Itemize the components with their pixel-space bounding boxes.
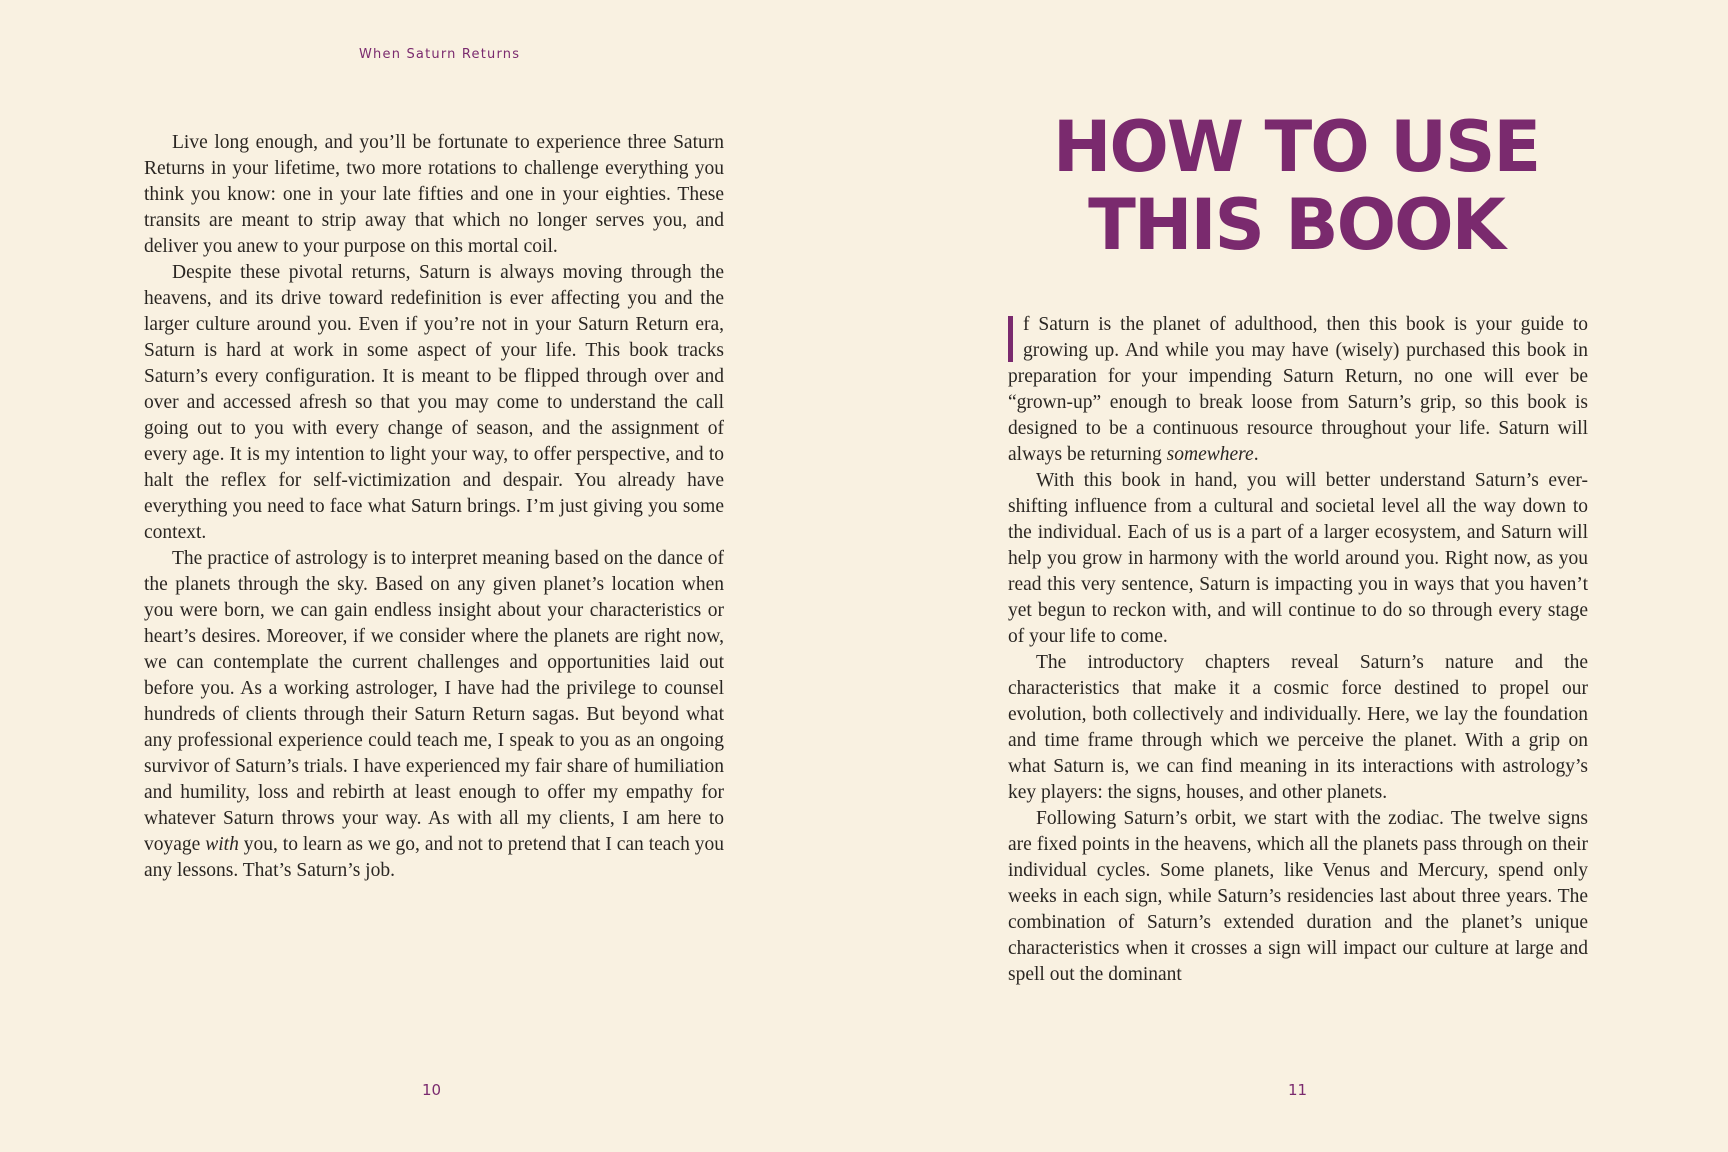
- left-paragraph-3-end: you, to learn as we go, and not to pretend that I can teach you any lessons. That’s Saturn’s job.: [144, 834, 725, 881]
- right-paragraph-1: [1008, 312, 1588, 468]
- right-paragraph-2: With this book in hand, you will better understand Saturn’s ever-shifting influence from a cultural and societal level all the way down to the individual. Each of us is a part of a larger ecosystem, and Saturn will help you grow in harmony with the world around you. Right now, as you read this very sentence, Saturn is impacting you in ways that you haven’t yet begun to reckon with, and will continue to do so through every stage of your life to come.: [1008, 470, 1588, 647]
- right-paragraph-1-end: .: [1253, 444, 1259, 465]
- page-number-left: 10: [422, 1081, 442, 1099]
- chapter-title-line-1: HOW TO USE: [1052, 106, 1540, 188]
- right-body-text: [1008, 312, 1588, 988]
- chapter-title-line-2: THIS BOOK: [1088, 184, 1504, 266]
- left-paragraph-3: [144, 546, 724, 884]
- right-paragraph-1-start: f Saturn is the planet of adulthood, then this book is your guide to growing up. And while you may have (wisely) purchased this book in preparation for your impending Saturn Return, no one will ever be “grown-up” enough to break loose from Saturn’s grip, so this book is designed to be a continuous resource throughout your life. Saturn will always be returning: [1008, 314, 1588, 465]
- left-paragraph-1: Live long enough, and you’ll be fortunate to experience three Saturn Returns in your lifetime, two more rotations to challenge everything you think you know: one in your late fifties and one in your eighties. These transits are meant to strip away that which no longer serves you, and deliver you anew to your purpose on this mortal coil.: [144, 132, 724, 257]
- right-paragraph-3: The introductory chapters reveal Saturn’s nature and the characteristics that make it a cosmic force destined to propel our evolution, both collectively and individually. Here, we lay the foundation and time frame through which we perceive the planet. With a grip on what Saturn is, we can find meaning in its interactions with astrology’s key players: the signs, houses, and other planets.: [1008, 652, 1588, 803]
- left-paragraph-2: Despite these pivotal returns, Saturn is always moving through the heavens, and its drive toward redefinition is ever affecting you and the larger culture around you. Even if you’re not in your Saturn Return era, Saturn is hard at work in some aspect of your life. This book tracks Saturn’s every configuration. It is meant to be flipped through over and over and accessed afresh so that you may come to understand the call going out to you with every change of season, and the assignment of every age. It is my intention to light your way, to offer perspective, and to halt the reflex for self-victimization and despair. You already have everything you need to face what Saturn brings. I’m just giving you some context.: [144, 262, 724, 543]
- running-head: When Saturn Returns: [359, 47, 521, 62]
- right-paragraph-4: Following Saturn’s orbit, we start with the zodiac. The twelve signs are fixed points in the heavens, which all the planets pass through on their individual cycles. Some planets, like Venus and Mercury, spend only weeks in each sign, while Saturn’s residencies last about three years. The combination of Saturn’s extended duration and the planet’s unique characteristics when it crosses a sign will impact our culture at large and spell out the dominant: [1008, 808, 1588, 985]
- page-number-right: 11: [1288, 1081, 1308, 1099]
- right-page: [864, 0, 1728, 1152]
- drop-cap-bar: [1008, 316, 1013, 362]
- chapter-title: [864, 108, 1728, 264]
- emphasis-with: with: [205, 834, 239, 855]
- emphasis-somewhere: somewhere: [1166, 444, 1254, 465]
- left-body-text: [144, 130, 724, 884]
- left-paragraph-3-start: The practice of astrology is to interpret meaning based on the dance of the planets through the sky. Based on any given planet’s location when you were born, we can gain endless insight about your characteristics or heart’s desires. Moreover, if we consider where the planets are right now, we can contemplate the current challenges and opportunities laid out before you. As a working astrologer, I have had the privilege to counsel hundreds of clients through their Saturn Return sagas. But beyond what any professional experience could teach me, I speak to you as an ongoing survivor of Saturn’s trials. I have experienced my fair share of humiliation and humility, loss and rebirth at least enough to offer my empathy for whatever Saturn throws your way. As with all my clients, I am here to voyage: [144, 548, 724, 855]
